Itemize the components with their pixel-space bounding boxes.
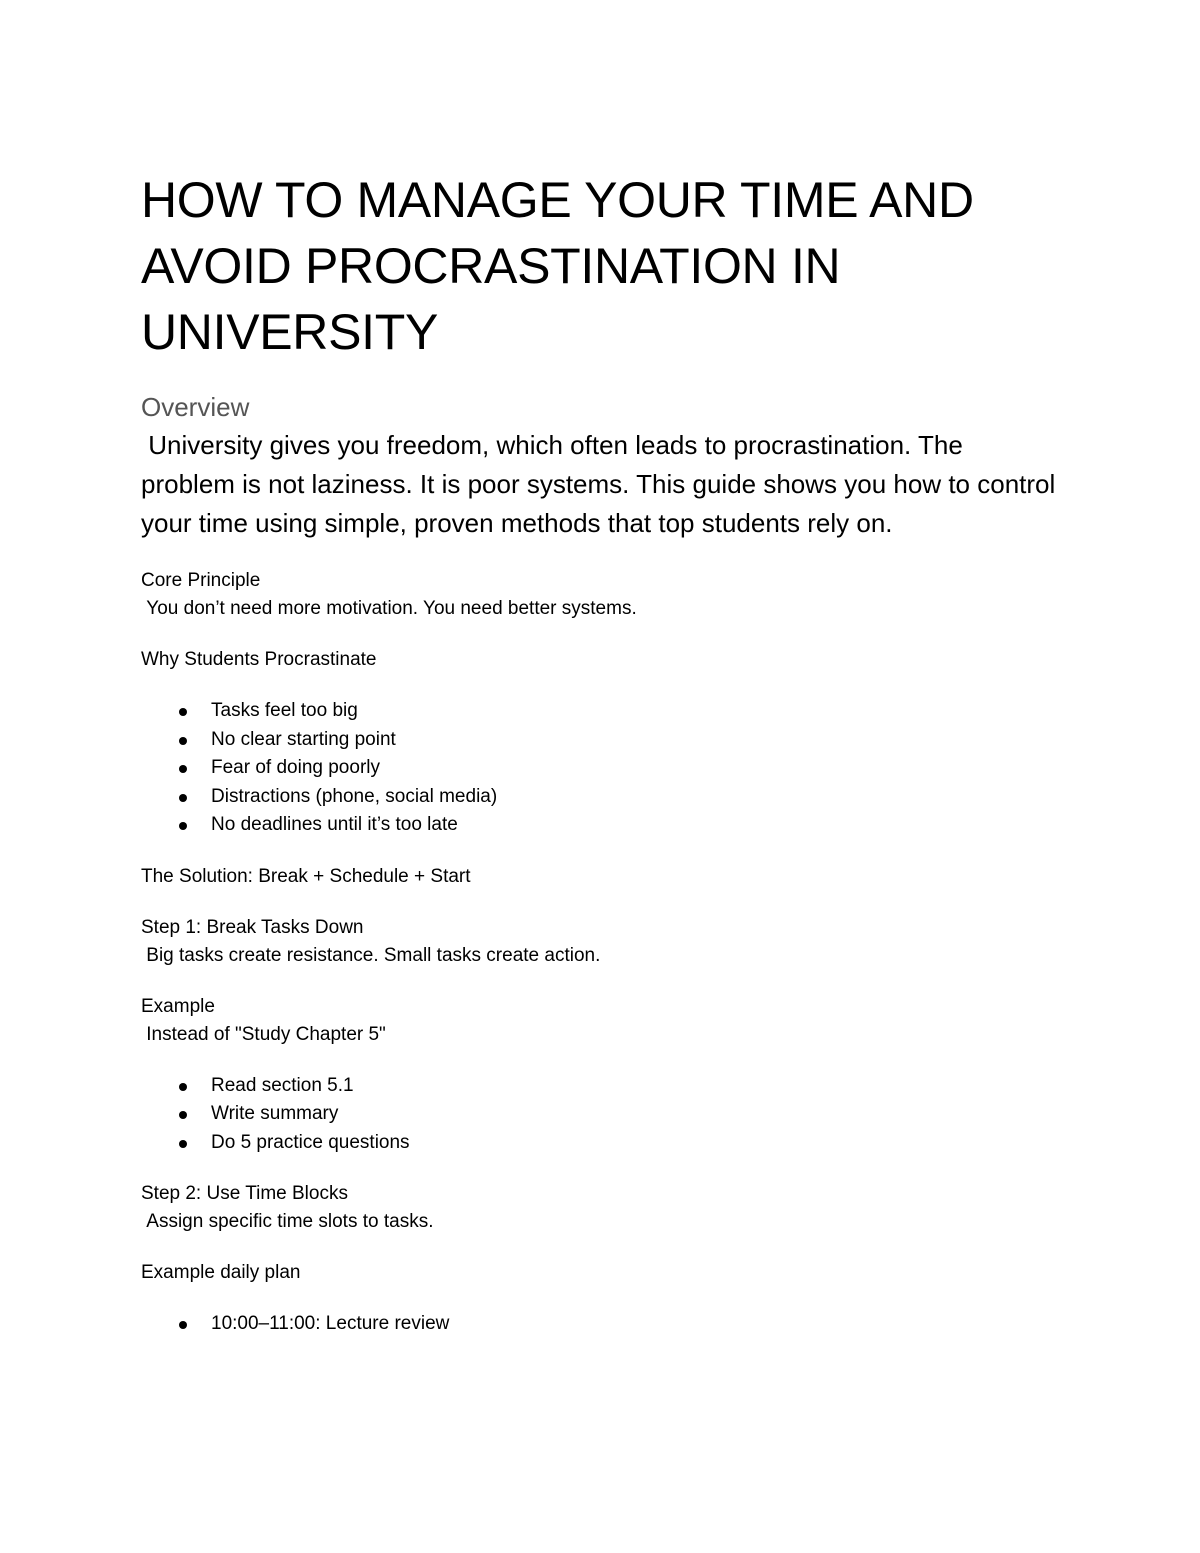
list-item [141,1100,1061,1129]
daily-plan-heading: Example daily plan [141,1262,301,1283]
document-page [141,167,1061,1339]
bullet-icon [179,737,187,745]
bullet-icon [179,1140,187,1148]
bullet-icon [179,708,187,716]
list-item [141,697,1061,726]
bullet-icon [179,822,187,830]
bullet-icon [179,1111,187,1119]
bullet-icon [179,794,187,802]
list-item-text: Fear of doing poorly [211,757,380,778]
daily-plan-list [141,1310,1061,1339]
list-item [141,783,1061,812]
list-item [141,1072,1061,1101]
why-students-list [141,697,1061,840]
list-item [141,1129,1061,1158]
list-item-text: Tasks feel too big [211,700,358,721]
core-principle-heading: Core Principle [141,570,261,591]
list-item [141,726,1061,755]
list-item-text: Write summary [211,1103,339,1124]
why-students-heading: Why Students Procrastinate [141,649,377,670]
core-principle-body: You don’t need more motivation. You need better systems. [141,598,637,619]
list-item-text: No deadlines until it’s too late [211,814,458,835]
bullet-icon [179,765,187,773]
page-title: HOW TO MANAGE YOUR TIME AND AVOID PROCRASTINATION IN UNIVERSITY [141,172,974,360]
solution-heading: The Solution: Break + Schedule + Start [141,865,471,887]
example-heading: Example [141,995,215,1017]
step1-heading: Step 1: Break Tasks Down [141,916,364,938]
step1-body: Big tasks create resistance. Small tasks create action. [141,944,601,966]
overview-heading: Overview [141,392,250,422]
list-item-text: 10:00–11:00: Lecture review [211,1313,450,1334]
example-body: Instead of "Study Chapter 5" [141,1023,386,1045]
example-list [141,1072,1061,1158]
bullet-icon [179,1321,187,1329]
list-item-text: Distractions (phone, social media) [211,785,498,807]
list-item [141,754,1061,783]
bullet-icon [179,1083,187,1091]
step2-heading: Step 2: Use Time Blocks [141,1183,348,1204]
overview-body: University gives you freedom, which often leads to procrastination. The problem is not laziness. It is poor systems. This guide shows you how to control your time using simple, proven methods that top students rely on. [141,430,1063,538]
list-item-text: Read section 5.1 [211,1074,354,1096]
list-item-text: No clear starting point [211,728,396,750]
list-item [141,811,1061,840]
list-item-text: Do 5 practice questions [211,1131,410,1153]
list-item [141,1310,1061,1339]
step2-body: Assign specific time slots to tasks. [141,1211,434,1232]
